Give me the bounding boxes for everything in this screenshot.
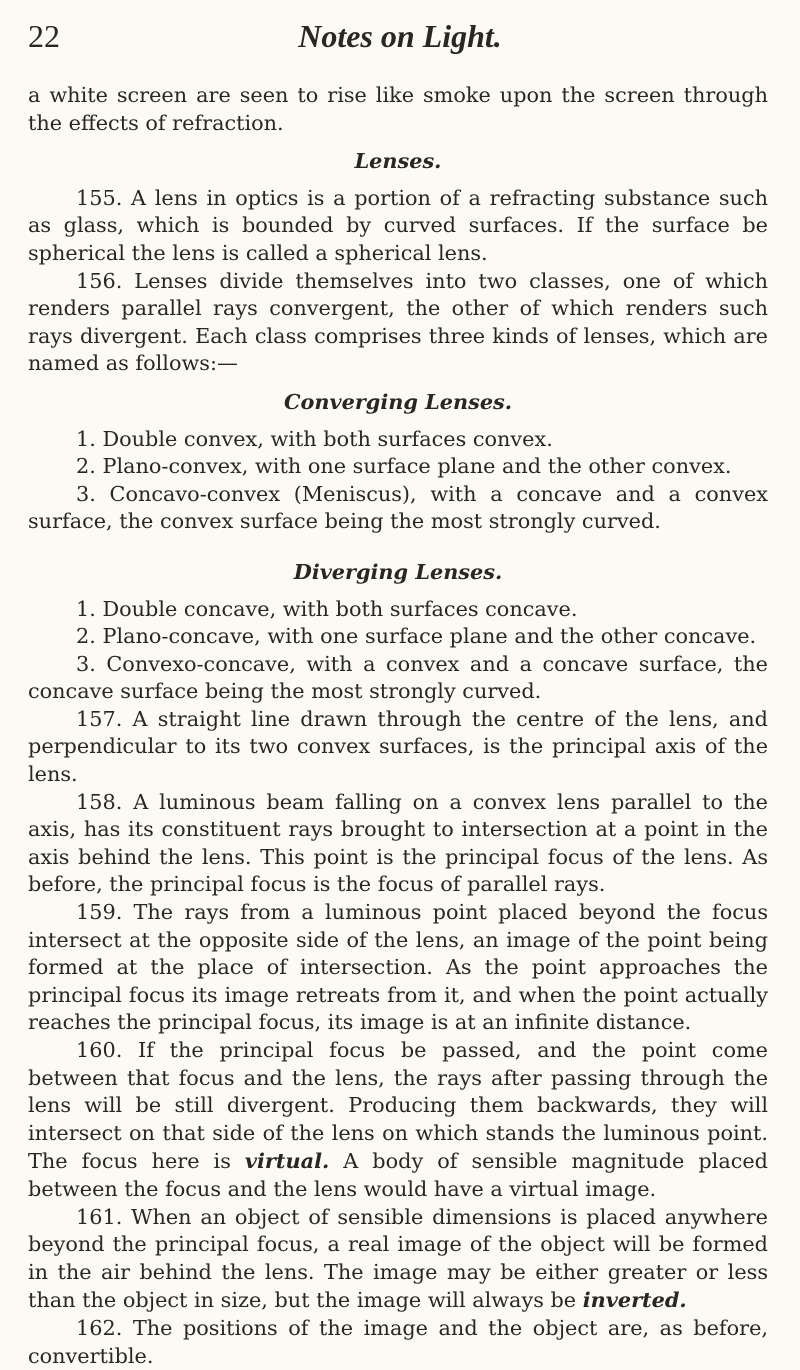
- heading-diverging-lenses: Diverging Lenses.: [293, 558, 503, 584]
- heading-lenses: Lenses.: [354, 148, 442, 174]
- paragraph-161-emphasis: inverted.: [582, 1287, 687, 1313]
- paragraph-160-emphasis: virtual.: [244, 1148, 330, 1174]
- page-header: [28, 18, 772, 58]
- diverging-item-3: 3. Convexo-concave, with a convex and a concave surface, the concave surface being the most strongly curved.: [28, 651, 768, 704]
- diverging-item-1: 1. Double concave, with both surfaces concave.: [76, 596, 578, 621]
- running-title: Notes on Light.: [298, 18, 502, 54]
- paragraph-continued: a white screen are seen to rise like smoke upon the screen through the effects of refraction.: [28, 83, 768, 135]
- paragraph-160: [28, 1037, 768, 1204]
- paragraph-160-text-b: A body of sensible magnitude placed between the focus and the lens would have a virtual image.: [28, 1149, 768, 1201]
- paragraph-156: 156. Lenses divide themselves into two classes, one of which renders parallel rays convergent, the other of which renders such rays divergent. Each class comprises three kinds of lenses, which are named as follows:—: [28, 268, 768, 376]
- paragraph-161-text: 161. When an object of sensible dimensions is placed anywhere beyond the principal focus, a real image of the object will be formed in the air behind the lens. The image may be either greater or less than the object in size, but the image will always be: [28, 1204, 768, 1313]
- converging-item-1: 1. Double convex, with both surfaces convex.: [76, 426, 553, 451]
- diverging-item-2: 2. Plano-concave, with one surface plane and the other concave.: [76, 624, 757, 649]
- paragraph-161: [28, 1204, 768, 1315]
- paragraph-162: 162. The positions of the image and the object are, as before, convertible.: [28, 1315, 768, 1368]
- paragraph-157: 157. A straight line drawn through the centre of the lens, and perpendicular to its two convex surfaces, is the principal axis of the lens.: [28, 706, 768, 787]
- heading-converging-lenses: Converging Lenses.: [283, 388, 513, 414]
- page-number: 22: [28, 18, 60, 54]
- paragraph-159: 159. The rays from a luminous point placed beyond the focus intersect at the opposite side of the lens, an image of the point being formed at the place of intersection. As the point approaches the principal focus its image retreats from it, and when the point actually reaches the principal focus, its image is at an infinite distance.: [28, 900, 768, 1035]
- page-body: [28, 82, 768, 1370]
- converging-item-3: 3. Concavo-convex (Meniscus), with a concave and a convex surface, the convex surface being the most strongly curved.: [28, 481, 768, 534]
- paragraph-155: 155. A lens in optics is a portion of a refracting substance such as glass, which is bounded by curved surfaces. If the surface be spherical the lens is called a spherical lens.: [28, 185, 768, 265]
- paragraph-158: 158. A luminous beam falling on a convex lens parallel to the axis, has its constituent rays brought to intersection at a point in the axis behind the lens. This point is the principal focus of the lens. As before, the principal focus is the focus of parallel rays.: [28, 789, 768, 897]
- paragraph-160-text-a: 160. If the principal focus be passed, and the point come between that focus and the lens, the rays after passing through the lens will be still divergent. Producing them backwards, they will intersect on that side of the lens on which stands the luminous point. The focus here is: [28, 1038, 768, 1174]
- converging-item-2: 2. Plano-convex, with one surface plane and the other convex.: [76, 454, 732, 479]
